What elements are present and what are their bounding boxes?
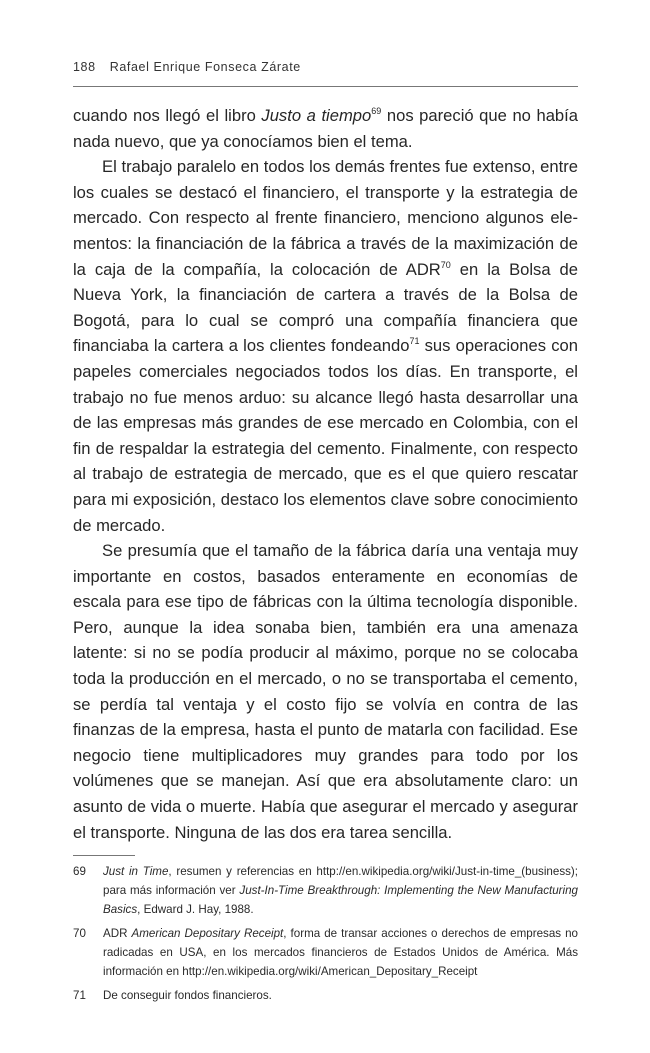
footnote-number: 70	[73, 927, 86, 940]
footnote-term: Just in Time	[103, 865, 169, 878]
header-divider	[73, 86, 578, 87]
footnote-ref-71[interactable]: 71	[409, 336, 420, 347]
footnote-divider	[73, 855, 135, 856]
footnote-text: De conseguir fondos financieros.	[103, 989, 272, 1002]
footnote-ref-70[interactable]: 70	[440, 259, 451, 270]
footnote-text-a: , forma de transar acciones o derechos de empresas no radicadas en USA, en los mercados financieros de Estados Unidos de América. Más información en http://en.wikipedia.org/wiki/American_Depositary_Receipt	[103, 927, 579, 978]
paragraph-1-text-b: nos pareció que no había nada nuevo, que ya conocíamos bien el tema.	[73, 106, 579, 151]
footnote-70	[73, 924, 578, 981]
paragraph-3: Se presumía que el tamaño de la fábrica daría una ventaja muy importante en costos, basados enteramente en economías de escala para ese tipo de fábricas con la última tecnología disponible. Pero, aunque la idea sonaba bien, también era una amenaza latente: si no se podía producir al máximo, porque no se colocaba toda la producción en el mercado, o no se transportaba el cemento, se perdía tal ventaja y el costo fijo se volvía en contra de las finanzas de la empresa, hasta el punto de matarla con facilidad. Ese negocio tiene multiplicadores muy grandes para todo por los volúmenes que se manejan. Así que era absolutamente claro: un asunto de vida o muerte. Había que asegurar el mercado y asegurar el transporte. Ninguna de las dos era tarea sencilla.	[73, 541, 578, 842]
running-header	[73, 60, 578, 74]
running-header-author: Rafael Enrique Fonseca Zárate	[109, 60, 301, 74]
footnotes	[73, 862, 578, 1010]
footnote-number: 69	[73, 865, 86, 878]
paragraph-1	[73, 103, 578, 154]
footnote-ref-69[interactable]: 69	[371, 106, 382, 116]
paragraph-2-text-b: en la Bolsa de Nueva York, la financiación de cartera a través de la Bolsa de Bogotá, para lo cual se compró una compañía financiera que financiaba la cartera a los clientes fondeando	[73, 259, 578, 356]
page-number: 188	[73, 60, 96, 74]
book-title: Justo a tiempo	[261, 106, 372, 125]
paragraph-1-text-a: cuando nos llegó el libro	[73, 106, 262, 125]
footnote-71	[73, 986, 578, 1005]
paragraph-2-text-a: El trabajo paralelo en todos los demás frentes fue extenso, entre los cuales se destacó el financiero, el transporte y la estrategia de mercado. Con respecto al frente financiero, menciono algunos elementos: la financiación de la fábrica a través de la maximización de la caja de la compañía, la colocación de ADR	[73, 157, 578, 279]
main-text	[73, 103, 578, 845]
footnote-text-b: , Edward J. Hay, 1988.	[137, 903, 254, 916]
paragraph-2-text-c: sus operaciones con papeles comerciales negociados todos los días. En transporte, el trabajo no fue menos arduo: su alcance llegó hasta desarrollar una de las empresas más grandes de ese mercado en Colombia, con el fin de respaldar la estrategia del cemento. Finalmente, con respecto al trabajo de estrategia de mercado, que es el que quiero rescatar para mi exposición, destaco los elementos clave sobre conocimiento de mercado.	[73, 336, 578, 535]
footnote-text-a: , resumen y referencias en http://en.wikipedia.org/wiki/Just-in-time_(business); para más información ver	[103, 865, 579, 897]
footnote-text	[103, 862, 578, 919]
footnote-term: American Depositary Receipt	[131, 927, 284, 940]
footnote-text	[103, 924, 578, 981]
footnote-book-title: Just-In-Time Breakthrough: Implementing the New Manufacturing Basics	[103, 884, 578, 916]
footnote-lead: ADR	[103, 927, 132, 940]
footnote-number: 71	[73, 989, 86, 1002]
paragraph-2	[73, 154, 578, 538]
footnote-69	[73, 862, 578, 919]
